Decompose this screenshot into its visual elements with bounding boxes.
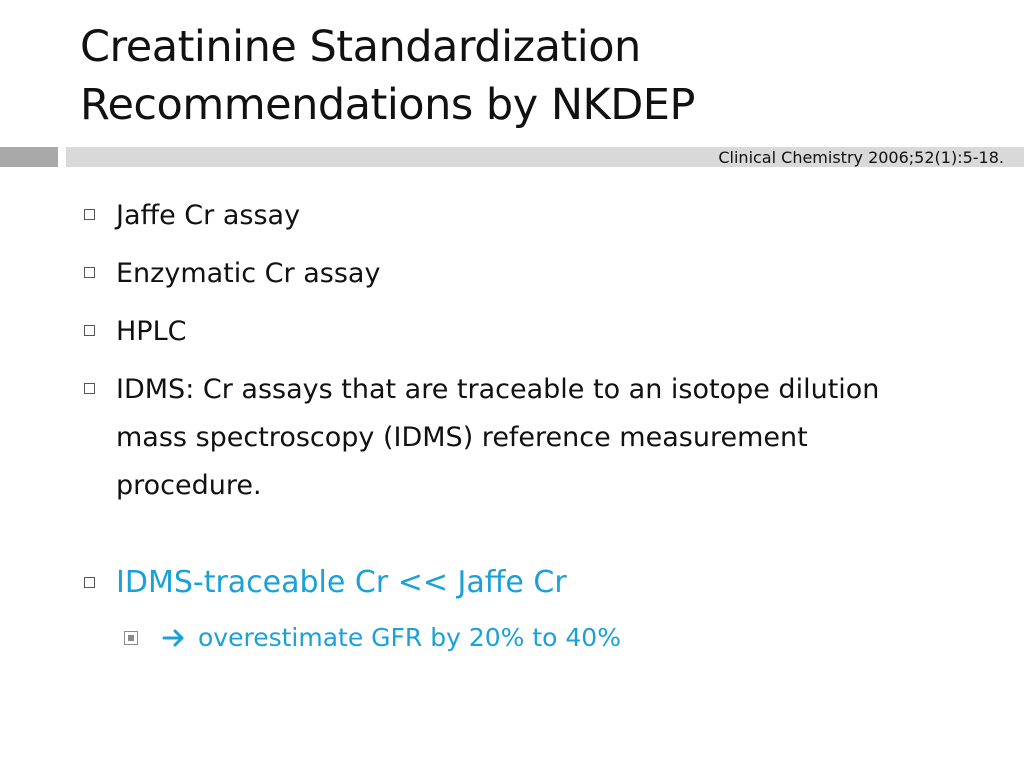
title-line-1: Creatinine Standardization	[80, 22, 641, 72]
slide-title	[80, 18, 980, 134]
title-line-2: Recommendations by NKDEP	[80, 80, 695, 130]
hollow-square-icon	[84, 267, 95, 278]
filled-square-icon	[124, 631, 138, 645]
bullet-list	[84, 192, 944, 658]
hollow-square-icon	[84, 577, 95, 588]
hollow-square-icon	[84, 383, 95, 394]
bullet-text: Jaffe Cr assay	[116, 200, 301, 231]
highlight-text: IDMS-traceable Cr << Jaffe Cr	[116, 565, 567, 600]
bullet-item	[84, 192, 944, 240]
sub-bullet-item	[124, 618, 944, 658]
right-arrow-icon	[162, 628, 186, 648]
bullet-item	[84, 308, 944, 356]
bullet-text: IDMS: Cr assays that are traceable to an isotope dilution mass spectroscopy (IDMS) reference measurement procedure.	[116, 374, 880, 501]
highlight-bullet	[84, 558, 944, 608]
bullet-text: Enzymatic Cr assay	[116, 258, 381, 289]
sub-bullet-text: overestimate GFR by 20% to 40%	[198, 623, 621, 652]
bullet-text: HPLC	[116, 316, 187, 347]
citation: Clinical Chemistry 2006;52(1):5-18.	[718, 148, 1004, 167]
hollow-square-icon	[84, 325, 95, 336]
bullet-item	[84, 366, 944, 510]
bullet-item	[84, 250, 944, 298]
title-divider-left	[0, 147, 58, 167]
hollow-square-icon	[84, 209, 95, 220]
